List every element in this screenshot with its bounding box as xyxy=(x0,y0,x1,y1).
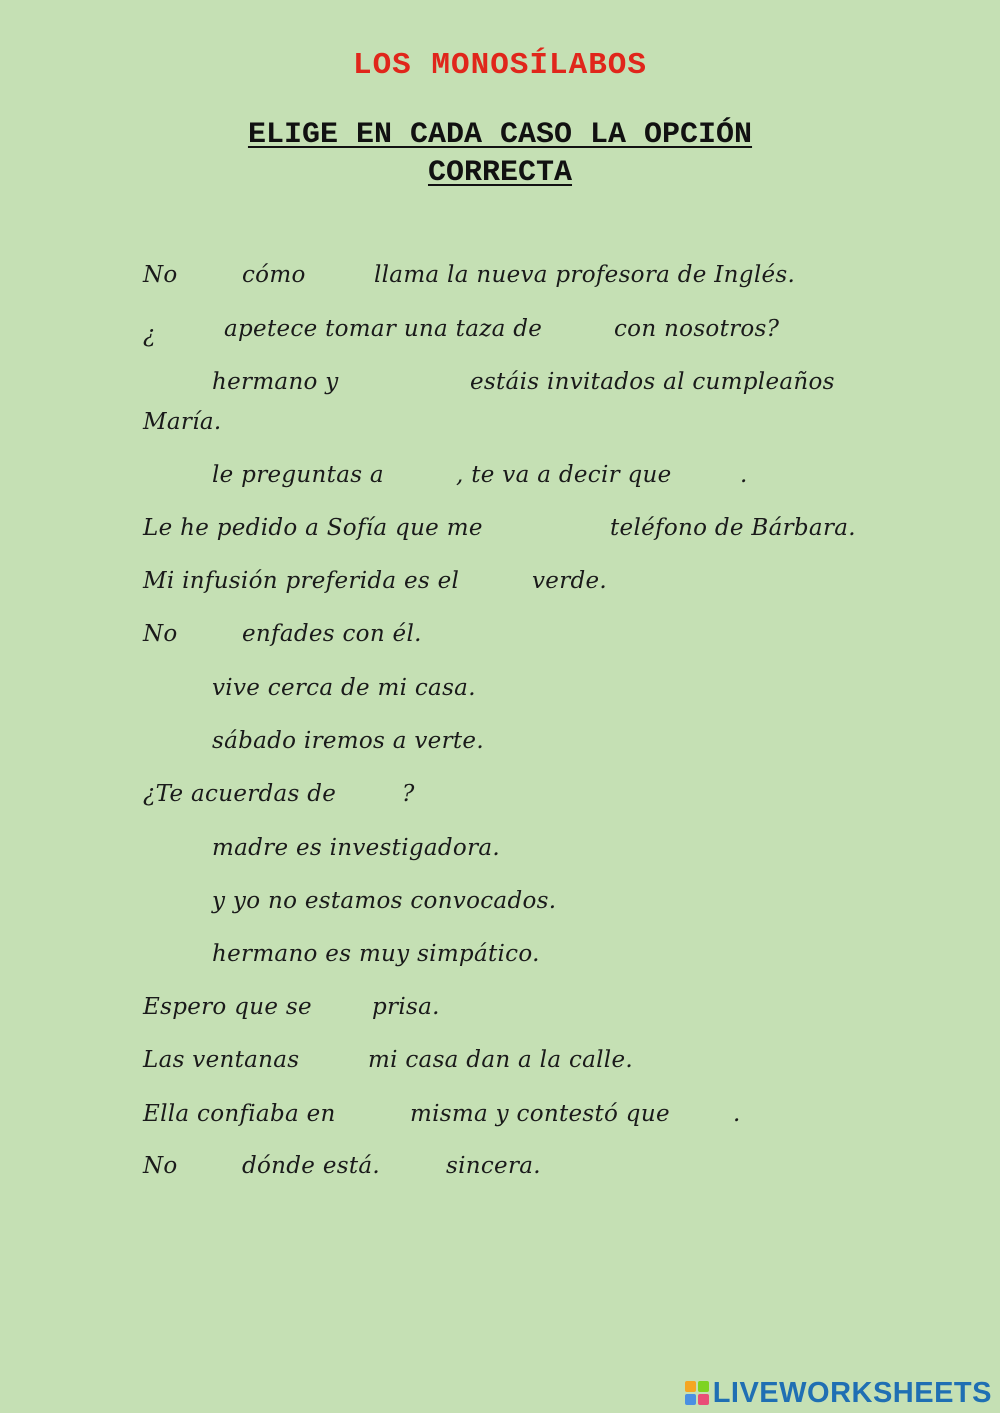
sentence-8-part-1: vive cerca de mi casa. xyxy=(212,675,476,701)
logo-square-2 xyxy=(698,1381,709,1392)
instructions-line-2: CORRECTA xyxy=(427,156,573,190)
sentence-1-part-1: No xyxy=(143,262,178,288)
liveworksheets-logo-icon xyxy=(685,1381,709,1405)
sentence-7-part-1: No xyxy=(143,621,178,647)
logo-text: LIVEWORKSHEETS xyxy=(712,1376,992,1409)
logo-square-3 xyxy=(685,1394,696,1405)
sentence-3-part-1: hermano y xyxy=(212,369,339,395)
sentence-2-part-2: apetece tomar una taza de xyxy=(224,316,543,342)
sentence-10-part-1: ¿Te acuerdas de xyxy=(143,781,337,807)
sentence-2-part-1: ¿ xyxy=(143,322,156,348)
sentence-12-part-1: y yo no estamos convocados. xyxy=(212,888,557,914)
instructions-heading xyxy=(0,116,1000,192)
sentence-4-part-2: , te va a decir que xyxy=(456,462,672,488)
logo-square-1 xyxy=(685,1381,696,1392)
worksheet-title: LOS MONOSÍLABOS xyxy=(352,48,648,83)
sentence-16-part-3: . xyxy=(733,1101,741,1127)
liveworksheets-logo[interactable] xyxy=(685,1376,992,1410)
sentence-7-part-2: enfades con él. xyxy=(242,621,422,647)
logo-square-4 xyxy=(698,1394,709,1405)
sentence-13-part-1: hermano es muy simpático. xyxy=(212,941,540,967)
instructions-line-1: ELIGE EN CADA CASO LA OPCIÓN xyxy=(247,118,753,152)
sentence-1-part-3: llama la nueva profesora de Inglés. xyxy=(374,262,796,288)
sentence-17-part-2: dónde está. xyxy=(242,1153,381,1179)
sentence-5-part-1: Le he pedido a Sofía que me xyxy=(143,515,483,541)
sentence-15-part-1: Las ventanas xyxy=(143,1047,300,1073)
sentence-6-part-1: Mi infusión preferida es el xyxy=(143,568,460,594)
sentence-10-part-2: ? xyxy=(402,781,415,807)
sentence-9-part-1: sábado iremos a verte. xyxy=(212,728,484,754)
sentence-1-part-2: cómo xyxy=(242,262,306,288)
sentence-5-part-2: teléfono de Bárbara. xyxy=(610,515,856,541)
sentence-14-part-1: Espero que se xyxy=(143,994,312,1020)
sentence-16-part-2: misma y contestó que xyxy=(410,1101,670,1127)
sentence-14-part-2: prisa. xyxy=(372,994,440,1020)
sentence-11-part-1: madre es investigadora. xyxy=(212,835,500,861)
sentence-3-part-2: estáis invitados al cumpleaños xyxy=(470,369,835,395)
sentence-6-part-2: verde. xyxy=(532,568,608,594)
sentence-4-part-3: . xyxy=(740,462,748,488)
sentence-17-part-1: No xyxy=(143,1153,178,1179)
sentence-16-part-1: Ella confiaba en xyxy=(143,1101,336,1127)
sentence-17-part-3: sincera. xyxy=(446,1153,541,1179)
sentence-4-part-1: le preguntas a xyxy=(212,462,384,488)
sentence-3-part-3: María. xyxy=(143,409,222,435)
sentence-15-part-2: mi casa dan a la calle. xyxy=(368,1047,633,1073)
sentence-2-part-3: con nosotros? xyxy=(614,316,780,342)
